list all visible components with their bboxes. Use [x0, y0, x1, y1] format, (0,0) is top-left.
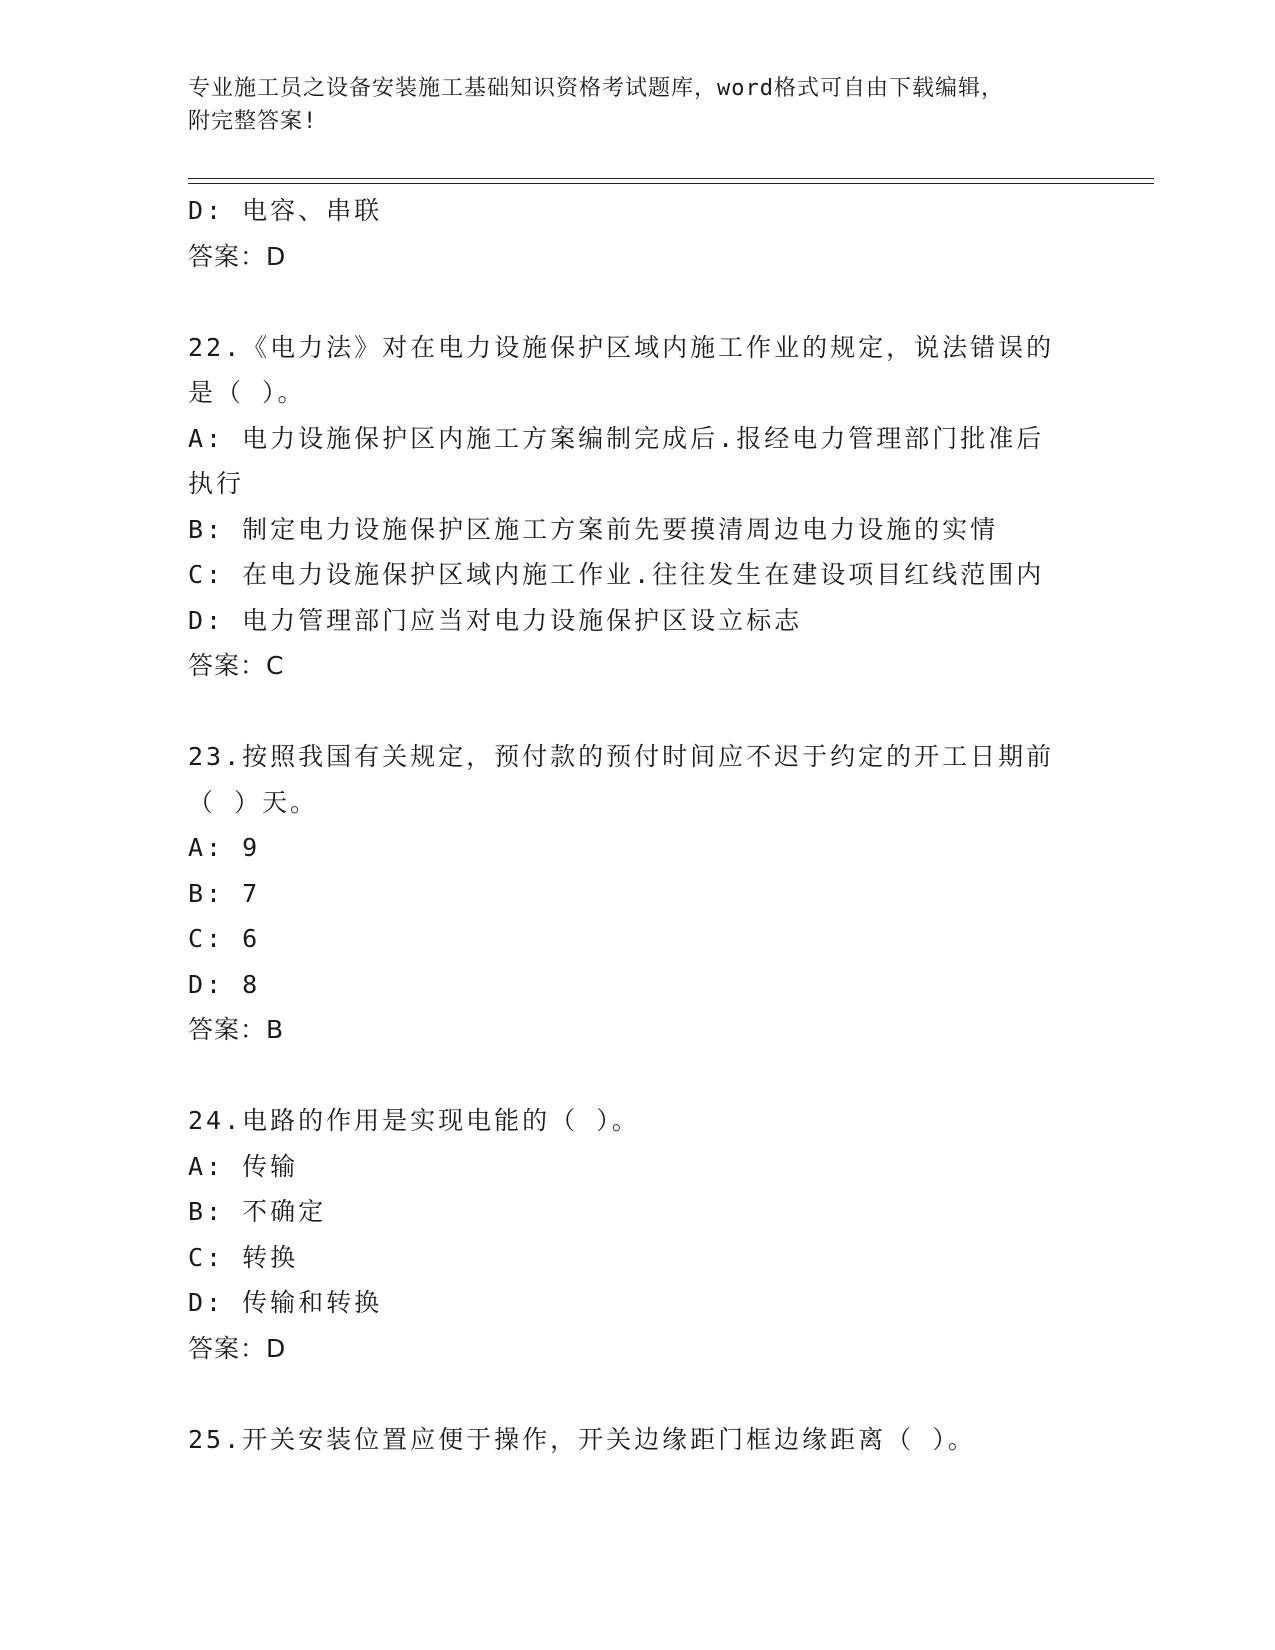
answer-line: 答案：D	[188, 1333, 287, 1363]
answer-line: 答案：B	[188, 1015, 285, 1044]
option-c: C: 转换	[188, 1242, 299, 1272]
option-b: B: 7	[188, 878, 261, 908]
header-divider-top	[188, 178, 1154, 179]
question-25	[188, 1417, 1088, 1463]
option-d: D: 8	[188, 969, 261, 999]
answer-line: 答案：D	[188, 241, 287, 271]
option-a: A: 9	[188, 833, 261, 862]
option-a: A: 电力设施保护区内施工方案编制完成后.报经电力管理部门批准后	[188, 423, 1045, 453]
answer-line: 答案：C	[188, 651, 285, 680]
option-b: B: 制定电力设施保护区施工方案前先要摸清周边电力设施的实情	[188, 514, 999, 544]
question-stem: 25.开关安装位置应便于操作，开关边缘距门框边缘距离（ ）。	[188, 1424, 976, 1454]
spacer	[188, 279, 1088, 325]
spacer	[188, 689, 1088, 735]
question-stem-continued: （ ）天。	[188, 787, 319, 817]
question-24	[188, 1098, 1088, 1371]
header-divider-bottom	[188, 183, 1154, 184]
question-23	[188, 734, 1088, 1053]
spacer	[188, 1053, 1088, 1099]
option-a-continued: 执行	[188, 469, 245, 498]
question-stem-continued: 是（ ）。	[188, 378, 306, 407]
header-line-1: 专业施工员之设备安装施工基础知识资格考试题库，word格式可自由下载编辑，	[188, 76, 1004, 101]
option-d: D: 电容、串联	[188, 196, 383, 225]
previous-question-tail	[188, 188, 1088, 279]
question-stem: 23.按照我国有关规定，预付款的预付时间应不迟于约定的开工日期前	[188, 742, 1055, 771]
spacer	[188, 1371, 1088, 1417]
question-22	[188, 325, 1088, 689]
option-c: C: 在电力设施保护区域内施工作业.往往发生在建设项目红线范围内	[188, 560, 1045, 589]
option-c: C: 6	[188, 924, 261, 953]
header-line-2: 附完整答案!	[188, 109, 318, 134]
question-stem: 24.电路的作用是实现电能的（ ）。	[188, 1106, 640, 1135]
question-stem: 22.《电力法》对在电力设施保护区域内施工作业的规定，说法错误的	[188, 332, 1055, 362]
option-a: A: 传输	[188, 1151, 299, 1181]
option-d: D: 传输和转换	[188, 1288, 383, 1317]
document-header	[188, 72, 1088, 138]
option-b: B: 不确定	[188, 1197, 327, 1226]
option-d: D: 电力管理部门应当对电力设施保护区设立标志	[188, 605, 803, 635]
question-content	[188, 188, 1088, 1462]
